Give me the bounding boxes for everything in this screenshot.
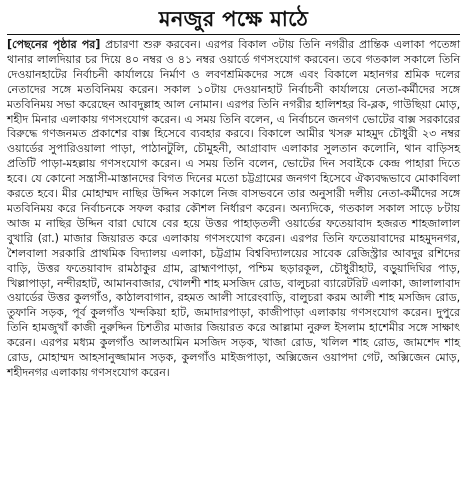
continuation-marker: [পেছনের পৃষ্ঠার পর]: [7, 38, 101, 51]
headline-divider: [7, 34, 460, 35]
article-headline: মনজুর পক্ষে মাঠে: [158, 6, 309, 31]
article-body: [7, 38, 460, 381]
article-body-text: প্রচারণা শুরু করবেন। এরপর বিকাল ৩টায় তিনি নগরীর প্রান্তিক এলাকা পতেঙ্গা থানার লালদিয়ার চর দিয়ে ৪০ নম্বর ও ৪১ নম্বর ওয়ার্ডে গণসংযোগ করবেন। তবে গতকাল সকালে তিনি দেওয়ানহাটের নির্বাচনী কার্যালয়ে নির্মাণ ও লবণশ্রমিকদের সঙ্গে এবং বিকালে মহানগর শ্রমিক দলের নেতাদের সঙ্গে মতবিনিময় করেন। সকাল ১০টায় দেওয়ানহাট নির্বাচনী কার্যালয়ে নেতা-কর্মীদের সঙ্গে মতবিনিময় সভা করেছেন আবদুল্লাহ আল নোমান। এরপর তিনি নগরীর হালিশহর বি-ব্লক, গাউছিয়া মোড়, শহীদ মিনার এলাকায় গণসংযোগ করেন। এ সময় তিনি বলেন, এ নির্বাচনে জনগণ ভোটের বাক্স সরকারের বিরুদ্ধে গণজনমত প্রকাশের বাক্স হিসেবে ব্যবহার করবে। বিকালে আমীর খসরু মাহমুদ চৌধুরী ২৩ নম্বর ওয়ার্ডের সুপারিওয়ালা পাড়া, পাঠানটুলি, চৌমুহনী, আগ্রাবাদ এলাকার সুলতান কলোনি, থান বাড়িসহ প্রতিটি পাড়া-মহল্লায় গণসংযোগ করেন। এ সময় তিনি বলেন, ভোটের দিন সবাইকে কেন্দ্র পাহারা দিতে হবে। যে কোনো সন্ত্রাসী-মাস্তানদের বিগত দিনের মতো চট্টগ্রামের জনগণ হিসেবে ঐক্যবদ্ধভাবে মোকাবিলা করতে হবে। মীর মোহাম্মদ নাছির উদ্দিন সকালে নিজ বাসভবনে তার অনুসারী দলীয় নেতা-কর্মীদের সঙ্গে মতবিনিময় করে নির্বাচনকে সফল করার কৌশল নির্ধারণ করেন। অন্যদিকে, গতকাল সকাল সাড়ে ৮টায় আজ ম নাছির উদ্দিন বারা ঘোষে বের হয়ে উত্তর পাহাড়তলী ওয়ার্ডের ফতেয়াবাদ হজরত শাহজালাল বুখারি (রা.) মাজার জিয়ারত করে এলাকায় গণসংযোগ করেন। এরপর তিনি ফতেয়াবাদের মাহমুদনগর, শৈলবালা সরকারি প্রাথমিক বিদ্যালয় এলাকা, চট্টগ্রাম বিশ্ববিদ্যালয়ের সাবেক রেজিস্ট্রার আবদুর রশিদের বাড়ি, উত্তর ফতেয়াবাদ রামঠাকুর গ্রাম, ব্রাহ্মণপাড়া, পশ্চিম ছড়ারকূল, চৌধুরীহাট, বড়ুয়াদিঘির পাড়, খিল্লাপাড়া, নন্দীরহাট, আমানবাজার, খোলশী শাহ মসজিদ রোড, বালুচরা ব্যারেটরিট এলাকা, জালালাবাদ ওয়ার্ডের উত্তর কুলগাঁও, কাঠালবাগান, রহমত আলী সারেংবাড়ি, বালুচরা করম আলী শাহ মসজিদ রোড, তুফানি সড়ক, পূর্ব কুলগাঁও খন্দকিয়া হাট, জমাদারপাড়া, কাজীপাড়া এলাকায় গণসংযোগ করেন। দুপুরে তিনি হামজুখাঁ কাজী নুরুদ্দিন চিশতীর মাজার জিয়ারত করে আল্লামা নুরুল ইসলাম হাশেমীর সঙ্গে সাক্ষাৎ করেন। এরপর মধ্যম কুলগাঁও আলআমিন মসজিদ সড়ক, খাজা রোড, খলিল শাহ রোড, জামশেদ শাহ রোড, মোহাম্মদ আহসানুজ্জামান সড়ক, কুলগাঁও মাইজপাড়া, অক্সিজেন ওয়াপদা গেট, অক্সিজেন মোড়, শহীদনগর এলাকায় গণসংযোগ করেন।: [7, 38, 460, 379]
